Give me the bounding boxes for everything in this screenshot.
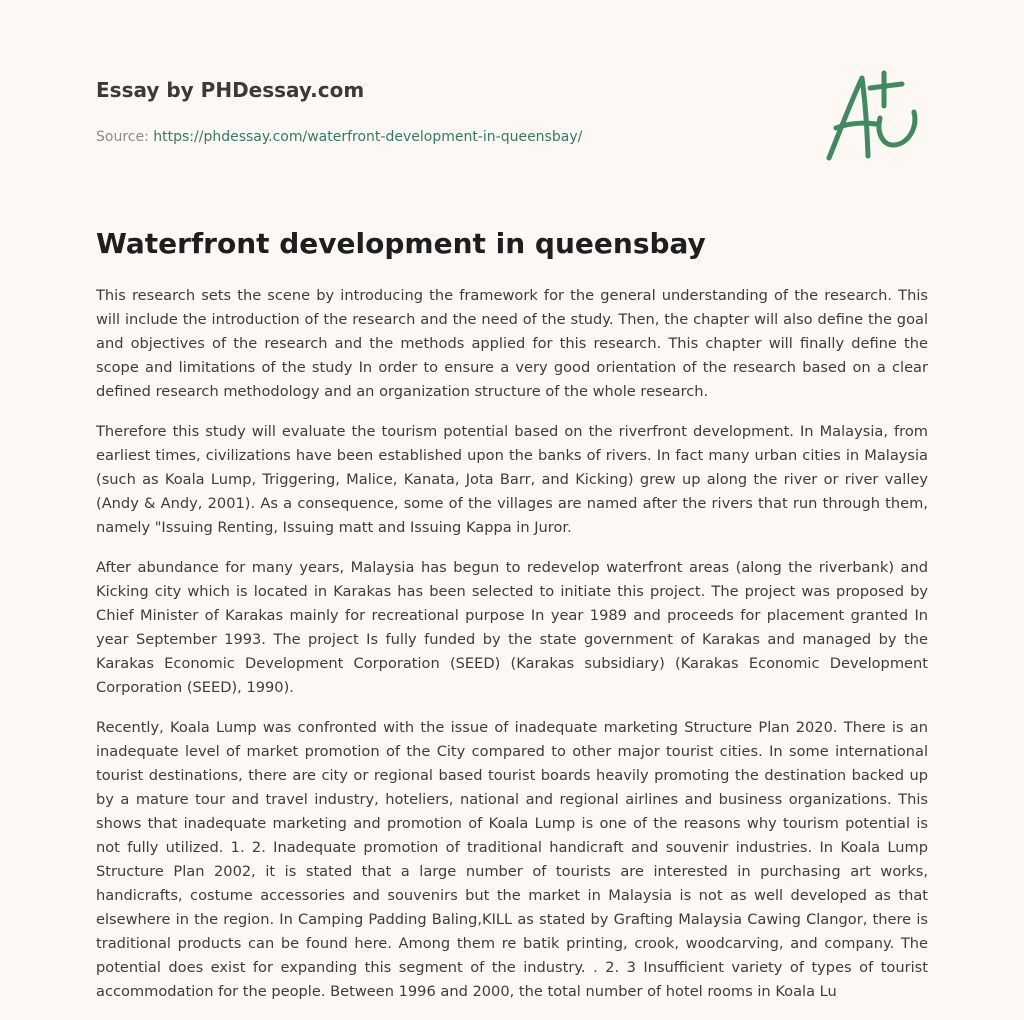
essay-paragraph: After abundance for many years, Malaysia has begun to redevelop waterfront areas (along the riverbank) and Kicking city which is located in Karakas has been selected to initiate this project. The project was proposed by Chief Minister of Karakas mainly for recreational purpose In year 1989 and proceeds for placement granted In year September 1993. The project Is fully funded by the state government of Karakas and managed by the Karakas Economic Development Corporation (SEED) (Karakas subsidiary) (Karakas Economic Development Corporation (SEED), 1990). <box>96 559 928 696</box>
essay-paragraph: Recently, Koala Lump was confronted with the issue of inadequate marketing Structure Plan 2020. There is an inadequate level of market promotion of the City compared to other major tourist cities. In some international tourist destinations, there are city or regional based tourist boards heavily promoting the destination backed up by a mature tour and travel industry, hoteliers, national and regional airlines and business organizations. This shows that inadequate marketing and promotion of Koala Lump is one of the reasons why tourism potential is not fully utilized. 1. 2. Inadequate promotion of traditional handicraft and souvenir industries. In Koala Lump Structure Plan 2002, it is stated that a large number of tourists are interested in purchasing art works, handicrafts, costume accessories and souvenirs but the market in Malaysia is not as well developed as that elsewhere in the region. In Camping Padding Baling,KILL as stated by Grafting Malaysia Cawing Clangor, there is traditional products can be found here. Among them re batik printing, crook, woodcarving, and company. The potential does exist for expanding this segment of the industry. . 2. 3 Insufficient variety of types of tourist accommodation for the people. Between 1996 and 2000, the total number of hotel rooms in Koala Lu <box>96 719 928 1000</box>
source-line <box>96 127 796 147</box>
site-brand: Essay by PHDessay.com <box>96 78 365 102</box>
essay-paragraph: This research sets the scene by introducing the framework for the general understanding of the research. This will include the introduction of the research and the need of the study. Then, the chapter will also define the goal and objectives of the research and the methods applied for this research. This chapter will finally define the scope and limitations of the study In order to ensure a very good orientation of the research based on a clear defined research methodology and an organization structure of the whole research. <box>96 287 928 400</box>
source-link[interactable]: https://phdessay.com/waterfront-development-in-queensbay/ <box>153 129 583 145</box>
essay-header <box>96 76 796 147</box>
essay-body <box>96 284 928 1020</box>
source-label: Source: <box>96 129 154 145</box>
essay-paragraph: Therefore this study will evaluate the tourism potential based on the riverfront development. In Malaysia, from earliest times, civilizations have been established upon the banks of rivers. In fact many urban cities in Malaysia (such as Koala Lump, Triggering, Malice, Kanata, Jota Barr, and Kicking) grew up along the river or river valley (Andy & Andy, 2001). As a consequence, some of the villages are named after the rivers that run through them, namely "Issuing Renting, Issuing matt and Issuing Kappa in Juror. <box>96 423 928 536</box>
essay-title: Waterfront development in queensbay <box>96 227 706 260</box>
a-plus-grade-icon <box>822 66 926 166</box>
